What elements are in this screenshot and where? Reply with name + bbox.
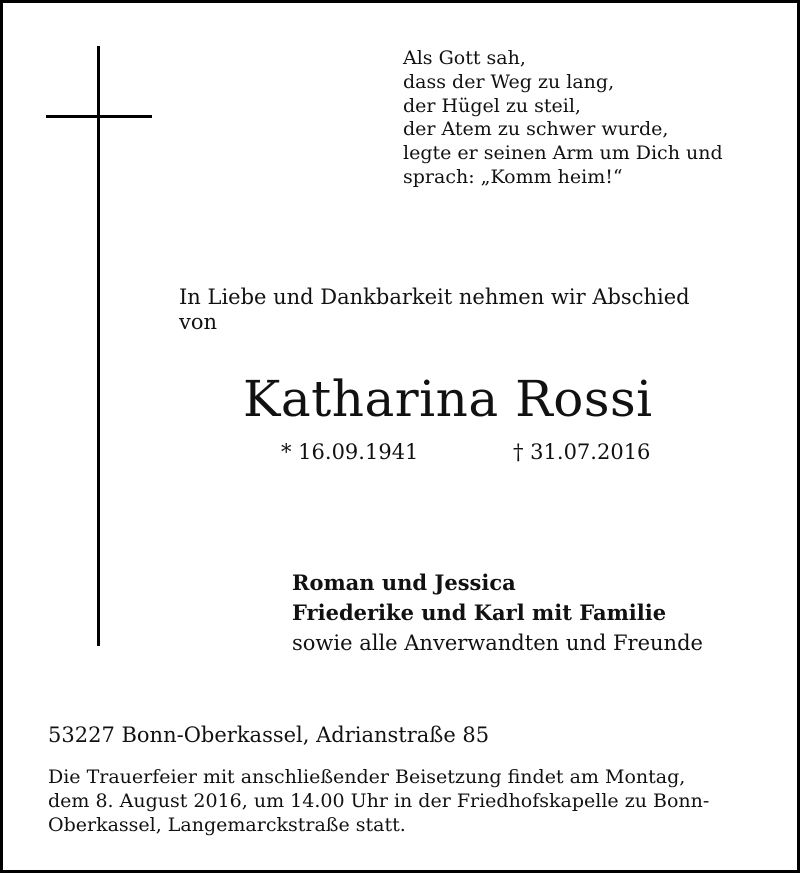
family-address: 53227 Bonn-Oberkassel, Adrianstraße 85 [48,723,490,747]
poem [403,47,723,190]
poem-line: der Hügel zu steil, [403,94,581,117]
poem-line: dass der Weg zu lang, [403,70,615,93]
intro-line: In Liebe und Dankbarkeit nehmen wir Abschied [179,285,690,309]
ceremony-line: Die Trauerfeier mit anschließender Beisetzung findet am Montag, [48,766,686,788]
funeral-details [48,766,758,837]
mourner-line: Roman und Jessica [292,570,516,595]
farewell-intro [179,285,690,335]
cross-vertical-bar [97,46,100,646]
mourners-list [292,568,703,658]
poem-line: Als Gott sah, [403,47,526,69]
intro-line: von [179,310,218,334]
poem-line: sprach: „Komm heim!“ [403,165,623,188]
poem-line: legte er seinen Arm um Dich und [403,142,723,165]
poem-line: der Atem zu schwer wurde, [403,118,669,141]
birth-date: * 16.09.1941 [281,440,419,464]
ceremony-line: dem 8. August 2016, um 14.00 Uhr in der Friedhofskapelle zu Bonn- [48,789,710,812]
ceremony-line: Oberkassel, Langemarckstraße statt. [48,813,406,836]
death-date: † 31.07.2016 [513,440,651,464]
cross-horizontal-bar [46,115,152,118]
mourner-line: Friederike und Karl mit Familie [292,600,667,625]
deceased-name: Katharina Rossi [243,370,653,428]
mourner-line: sowie alle Anverwandten und Freunde [292,631,703,655]
